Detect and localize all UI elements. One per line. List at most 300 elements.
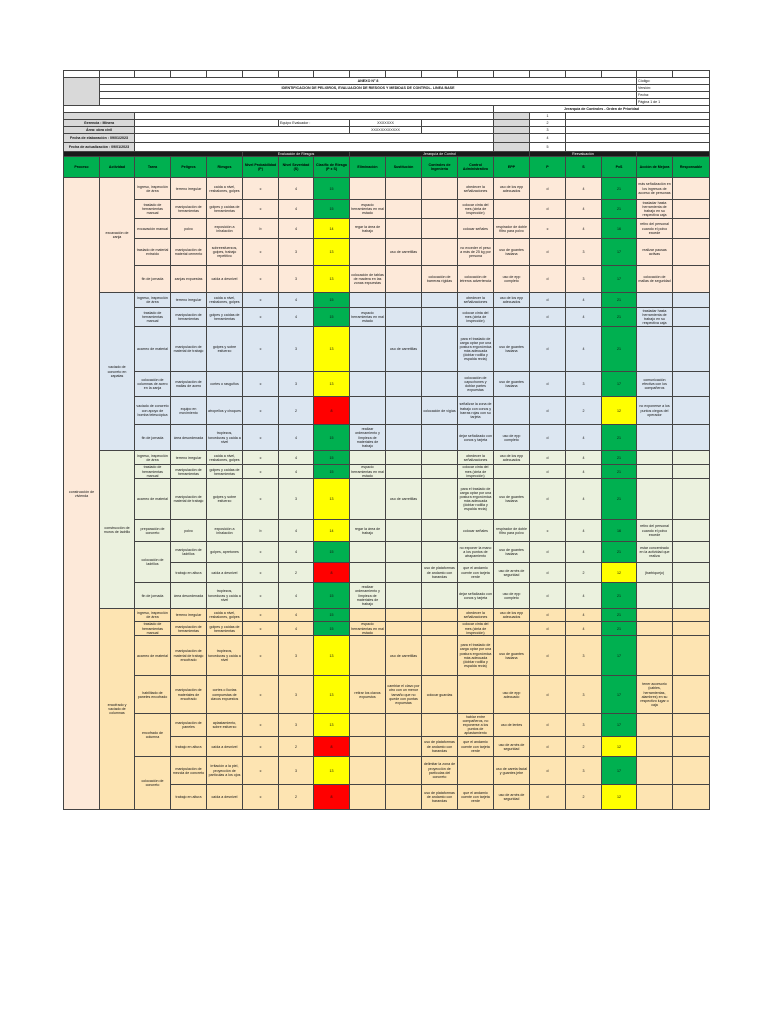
tarea-cell: traslado de herramientas manual: [135, 200, 171, 219]
severidad-cell: 4: [279, 465, 314, 479]
eliminacion-cell: [350, 609, 386, 622]
s2-cell: 4: [566, 583, 602, 609]
administrativo-cell: para el traslado de carga optar por una postura ergonómica más adecuada (doblar rodilla y espalda recta): [458, 636, 494, 676]
clasificacion-cell: 13: [314, 372, 350, 397]
actividad-cell: construcción de muros de ladrillo: [100, 451, 135, 609]
epp-cell: [494, 308, 530, 327]
probabilidad-cell: c: [243, 200, 279, 219]
pxs-cell: 17: [602, 266, 637, 293]
epp-cell: [494, 397, 530, 425]
sustitucion-cell: [386, 622, 422, 636]
s2-cell: 4: [566, 542, 602, 563]
responsable-cell: [673, 757, 710, 785]
probabilidad-cell: c: [243, 178, 279, 200]
table-row: [64, 451, 710, 465]
tarea-cell: ingreso, inspección de área: [135, 293, 171, 308]
codigo-label: Código:: [637, 78, 710, 85]
riesgo-cell: golpes y caídas de herramientas: [207, 200, 243, 219]
annex-label: ANEXO N° 8: [100, 78, 637, 85]
severidad-cell: 3: [279, 372, 314, 397]
p2-cell: d: [530, 583, 566, 609]
jerarquia-num: 1: [530, 113, 566, 120]
s2-cell: 4: [566, 622, 602, 636]
sustitucion-cell: [386, 200, 422, 219]
probabilidad-cell: b: [243, 520, 279, 542]
column-header: S: [566, 157, 602, 178]
probabilidad-cell: c: [243, 714, 279, 737]
pxs-cell: 17: [602, 676, 637, 714]
pxs-cell: 21: [602, 465, 637, 479]
peligro-cell: manipulación de material de trabajo: [171, 327, 207, 372]
mejora-cell: [637, 622, 673, 636]
administrativo-cell: señalizar la zona de trabajo con conos y barras rojas con su tarjeta: [458, 397, 494, 425]
s2-cell: 4: [566, 293, 602, 308]
s2-cell: 3: [566, 757, 602, 785]
table-row: [64, 465, 710, 479]
riesgo-cell: tropiezos, torceduras y caída a nivel: [207, 636, 243, 676]
peligro-cell: terreno irregular: [171, 451, 207, 465]
epp-cell: uso de los epp adecuados: [494, 609, 530, 622]
eliminacion-cell: espacio herramientas en mal estado: [351, 465, 384, 478]
column-header: Controles de Ingeniería: [422, 157, 458, 178]
epp-cell: [494, 622, 530, 636]
peligro-cell: área desordenada: [171, 583, 207, 609]
p2-cell: d: [530, 200, 566, 219]
table-row: [64, 327, 710, 372]
probabilidad-cell: c: [243, 757, 279, 785]
severidad-cell: 3: [279, 676, 314, 714]
responsable-cell: [673, 583, 710, 609]
probabilidad-cell: c: [243, 622, 279, 636]
responsable-cell: [673, 239, 710, 266]
riesgo-cell: caída a nivel, resbalones, golpes: [207, 451, 243, 465]
severidad-cell: 3: [279, 714, 314, 737]
riesgo-cell: exposición a inhalación: [207, 219, 243, 239]
responsable-cell: [673, 425, 710, 451]
severidad-cell: 3: [279, 636, 314, 676]
administrativo-cell: para el traslado de carga optar por una postura ergonómica más adecuada (doblar rodilla y espalda recta): [458, 479, 494, 520]
tarea-cell: fin de jornada: [135, 425, 171, 451]
riesgo-cell: caída a desnivel: [207, 563, 243, 583]
mejora-cell: [637, 757, 673, 785]
sustitucion-cell: [386, 465, 422, 479]
pxs-cell: 21: [602, 327, 637, 372]
pxs-cell: 16: [602, 520, 637, 542]
fecha-actualizacion: Fecha de actualización : 09/01/2023: [64, 143, 135, 152]
ingenieria-cell: [422, 200, 458, 219]
probabilidad-cell: c: [243, 308, 279, 327]
mejora-cell: estar concentrado en la actividad que realiza: [637, 542, 673, 563]
p2-cell: d: [530, 785, 566, 810]
epp-cell: respirador de doble filtro para polvo: [494, 520, 530, 542]
severidad-cell: 2: [279, 397, 314, 425]
peligro-cell: polvo: [171, 219, 207, 239]
table-row: [64, 583, 710, 609]
eliminacion-cell: [350, 479, 386, 520]
eliminacion-cell: [350, 451, 386, 465]
mejora-cell: retiro del personal cuando el polvo excede: [637, 520, 673, 542]
pxs-cell: 16: [602, 219, 637, 239]
administrativo-cell: colocar cinta del mes (cinta de inspección): [458, 465, 494, 479]
administrativo-cell: no exponer la mano a los puntos de atrapamiento: [458, 542, 494, 563]
eliminacion-cell: [350, 239, 386, 266]
s2-cell: 3: [566, 714, 602, 737]
severidad-cell: 4: [279, 520, 314, 542]
probabilidad-cell: c: [243, 266, 279, 293]
pxs-cell: 17: [602, 757, 637, 785]
peligro-cell: equipo en movimiento: [171, 397, 207, 425]
jerarquia-num: 4: [530, 134, 566, 143]
sustitucion-cell: [386, 583, 422, 609]
mejora-cell: realizar pausas activas: [637, 239, 673, 266]
probabilidad-cell: c: [243, 563, 279, 583]
administrativo-cell: colocar señales: [458, 520, 494, 542]
eliminacion-cell: [350, 563, 386, 583]
ingenieria-cell: uso de plataformas de andamio con barandas: [422, 737, 458, 757]
s2-cell: 3: [566, 239, 602, 266]
pxs-cell: 21: [602, 542, 637, 563]
severidad-cell: 2: [279, 563, 314, 583]
mejora-cell: [637, 451, 673, 465]
epp-cell: uso de guantes badana: [494, 327, 530, 372]
ingenieria-cell: [422, 327, 458, 372]
probabilidad-cell: c: [243, 465, 279, 479]
tarea-cell: traslado de material extraído: [135, 239, 171, 266]
column-header: Responsable: [673, 157, 710, 178]
eliminacion-cell: [350, 327, 386, 372]
riesgo-cell: golpes y sobre esfuerzo: [207, 479, 243, 520]
epp-cell: uso de lentes: [494, 714, 530, 737]
table-row: [64, 609, 710, 622]
pxs-cell: 21: [602, 451, 637, 465]
s2-cell: 3: [566, 676, 602, 714]
clasificacion-cell: 14: [314, 219, 350, 239]
epp-cell: uso de careta facial y guantes jebe: [494, 757, 530, 785]
p2-cell: d: [530, 714, 566, 737]
administrativo-cell: obedecer la señalizaciones: [458, 609, 494, 622]
equipo-value: XXXXXXX: [350, 120, 422, 127]
s2-cell: 4: [566, 465, 602, 479]
severidad-cell: 4: [279, 308, 314, 327]
ingenieria-cell: delimitar la zona de proyección de partículas del concreto: [422, 757, 458, 785]
s2-cell: 4: [566, 200, 602, 219]
s2-cell: 2: [566, 397, 602, 425]
responsable-cell: [673, 327, 710, 372]
p2-cell: d: [530, 266, 566, 293]
ingenieria-cell: uso de plataformas de andamio con barandas: [422, 563, 458, 583]
peligro-cell: zanjas expuestas: [171, 266, 207, 293]
column-header: Peligros: [171, 157, 207, 178]
group-reevaluacion: Reevaluación: [530, 152, 637, 157]
tarea-cell: traslado de herramientas manual: [135, 308, 171, 327]
mejora-cell: [637, 425, 673, 451]
jerarquia-title: Jerarquía de Controles - Orden de Prioridad: [494, 106, 710, 113]
responsable-cell: [673, 397, 710, 425]
table-row: [64, 676, 710, 714]
p2-cell: d: [530, 609, 566, 622]
responsable-cell: [673, 465, 710, 479]
table-row: [64, 178, 710, 200]
clasificacion-cell: 15: [314, 293, 350, 308]
column-header: Riesgos: [207, 157, 243, 178]
actividad-cell: vaciado de concreto en zapatas: [100, 293, 135, 451]
eliminacion-cell: [350, 737, 386, 757]
p2-cell: d: [530, 397, 566, 425]
mejora-cell: tener accesorio (cables, herramientas, alambres) en su respectivo lugar o caja: [637, 676, 673, 714]
s2-cell: 4: [566, 451, 602, 465]
pxs-cell: 21: [602, 293, 637, 308]
pxs-cell: 17: [602, 239, 637, 266]
riesgo-cell: caída a nivel, resbalones, golpes: [207, 293, 243, 308]
severidad-cell: 4: [279, 583, 314, 609]
tarea-cell: acarreo de material: [135, 636, 171, 676]
eliminacion-cell: [350, 178, 386, 200]
administrativo-cell: dejar señalizado con conos y tarjeta: [458, 425, 494, 451]
eliminacion-cell: regar la área de trabajo: [350, 520, 386, 542]
responsable-cell: [673, 266, 710, 293]
responsable-cell: [673, 372, 710, 397]
clasificacion-cell: 15: [314, 178, 350, 200]
pxs-cell: 12: [602, 563, 637, 583]
administrativo-cell: que el andamio cuente con tarjeta verde: [458, 737, 494, 757]
clasificacion-cell: 14: [314, 520, 350, 542]
peligro-cell: terreno irregular: [171, 178, 207, 200]
column-header: Acción de Mejora: [637, 157, 673, 178]
table-row: [64, 219, 710, 239]
clasificacion-cell: 13: [314, 479, 350, 520]
pxs-cell: 21: [602, 308, 637, 327]
tarea-cell: excavación manual: [135, 219, 171, 239]
p2-cell: d: [530, 239, 566, 266]
clasificacion-cell: 15: [314, 308, 350, 327]
ingenieria-cell: [422, 219, 458, 239]
severidad-cell: 4: [279, 622, 314, 636]
administrativo-cell: colocación de letreros advertencia: [458, 266, 494, 293]
pxs-cell: 21: [602, 609, 637, 622]
responsable-cell: [673, 714, 710, 737]
s2-cell: 4: [566, 609, 602, 622]
eliminacion-cell: realizar ordenamiento y limpieza de materiales de trabajo: [350, 583, 386, 609]
clasificacion-cell: 8: [314, 785, 350, 810]
peligro-cell: trabajo en altura: [171, 737, 207, 757]
tarea-cell: acarreo de material: [135, 479, 171, 520]
table-row: [64, 714, 710, 737]
pxs-cell: 21: [602, 479, 637, 520]
epp-cell: uso de guantes badana: [494, 636, 530, 676]
riesgo-cell: caída a desnivel: [207, 785, 243, 810]
area-value: XXXXXXXXXXXX: [350, 127, 422, 134]
epp-cell: uso de epp completo: [494, 425, 530, 451]
probabilidad-cell: c: [243, 737, 279, 757]
s2-cell: 4: [566, 327, 602, 372]
ingenieria-cell: [422, 609, 458, 622]
mejora-cell: no exponerse a los puntos ciegos del operador: [637, 397, 673, 425]
tarea-cell: colocación de concreto: [135, 757, 171, 810]
tarea-cell: vaciado de concreto con apoyo de bomba telescópica: [135, 397, 171, 425]
peligro-cell: manipulación de materiales de encofrado: [171, 676, 207, 714]
tarea-cell: fin de jornada: [135, 583, 171, 609]
epp-cell: uso de epp completo: [494, 583, 530, 609]
probabilidad-cell: c: [243, 636, 279, 676]
mejora-cell: retiro del personal cuando el polvo excede: [637, 219, 673, 239]
eliminacion-cell: [350, 636, 386, 676]
epp-cell: uso de guantes badana: [494, 372, 530, 397]
s2-cell: 2: [566, 785, 602, 810]
administrativo-cell: para el traslado de carga optar por una postura ergonómica más adecuada (doblar rodilla y espalda recta): [458, 327, 494, 372]
probabilidad-cell: c: [243, 676, 279, 714]
mejora-cell: [637, 636, 673, 676]
tarea-cell: ingreso, inspección de área: [135, 451, 171, 465]
riesgo-cell: golpes y caídas de herramientas: [207, 308, 243, 327]
administrativo-cell: colocación de capuchones y doblar partes expuestas: [458, 372, 494, 397]
clasificacion-cell: 15: [314, 451, 350, 465]
p2-cell: d: [530, 293, 566, 308]
epp-cell: uso de arnés de seguridad: [494, 737, 530, 757]
p2-cell: d: [530, 563, 566, 583]
epp-cell: uso de guantes badana: [494, 542, 530, 563]
p2-cell: d: [530, 757, 566, 785]
clasificacion-cell: 15: [314, 200, 350, 219]
peligro-cell: manipulación de material de trabajo: [171, 479, 207, 520]
mejora-cell: [637, 293, 673, 308]
tarea-cell: ingreso, inspección de área: [135, 609, 171, 622]
ingenieria-cell: [422, 178, 458, 200]
mejora-cell: [637, 479, 673, 520]
ingenieria-cell: [422, 451, 458, 465]
table-row: [64, 293, 710, 308]
riesgo-cell: aplastamiento, sobre esfuerzo: [207, 714, 243, 737]
severidad-cell: 4: [279, 451, 314, 465]
tarea-cell: fin de jornada: [135, 266, 171, 293]
tarea-cell: habilitado de paneles encofrado: [135, 676, 171, 714]
ingenieria-cell: [422, 372, 458, 397]
clasificacion-cell: 13: [314, 757, 350, 785]
sustitucion-cell: [386, 563, 422, 583]
peligro-cell: trabajo en altura: [171, 563, 207, 583]
fecha-elaboracion: Fecha de elaboración : 09/01/2023: [64, 134, 135, 143]
p2-cell: d: [530, 451, 566, 465]
column-header: Control Administrativo: [458, 157, 494, 178]
severidad-cell: 4: [279, 219, 314, 239]
pxs-cell: 21: [602, 178, 637, 200]
pagina-label: Página 1 de 1: [637, 99, 710, 106]
ingenieria-cell: colocación de barreras rígidas: [422, 266, 458, 293]
s2-cell: 3: [566, 636, 602, 676]
peligro-cell: polvo: [171, 520, 207, 542]
ingenieria-cell: [422, 583, 458, 609]
peligro-cell: manipulación de mezcla de concreto: [171, 757, 207, 785]
administrativo-cell: colocar cinta del mes (cinta de inspección): [458, 308, 494, 327]
epp-cell: uso de epp completo: [494, 266, 530, 293]
epp-cell: uso de guantes badana: [494, 239, 530, 266]
riesgo-cell: irritación a la piel, proyección de partículas a los ojos: [207, 757, 243, 785]
responsable-cell: [673, 479, 710, 520]
clasificacion-cell: 15: [314, 583, 350, 609]
table-row: [64, 397, 710, 425]
riesgo-cell: golpes y sobre esfuerzo: [207, 327, 243, 372]
severidad-cell: 3: [279, 479, 314, 520]
responsable-cell: [673, 200, 710, 219]
sustitucion-cell: [386, 293, 422, 308]
p2-cell: d: [530, 372, 566, 397]
tarea-cell: traslado de herramientas manual: [135, 465, 171, 479]
ingenieria-cell: [422, 520, 458, 542]
table-row: [64, 308, 710, 327]
sustitucion-cell: [386, 178, 422, 200]
riesgo-cell: golpes, apretones: [207, 542, 243, 563]
clasificacion-cell: 13: [314, 636, 350, 676]
riesgo-cell: caída a desnivel: [207, 266, 243, 293]
riesgo-cell: cortes o lluvias compuestas de clavos expuestos: [207, 676, 243, 714]
riesgo-cell: caída a nivel, resbalones, golpes: [207, 609, 243, 622]
mejora-cell: [637, 465, 673, 479]
group-jerarquia: Jerarquía de Control: [350, 152, 530, 157]
clasificacion-cell: 15: [314, 425, 350, 451]
peligro-cell: manipulación de material de trabajo encofrado: [171, 636, 207, 676]
responsable-cell: [673, 451, 710, 465]
severidad-cell: 3: [279, 266, 314, 293]
epp-cell: uso de los epp adecuados: [494, 451, 530, 465]
group-evaluacion: Evaluación de Riesgos: [243, 152, 350, 157]
pxs-cell: 12: [602, 737, 637, 757]
clasificacion-cell: 15: [314, 542, 350, 563]
probabilidad-cell: c: [243, 372, 279, 397]
epp-cell: [494, 200, 530, 219]
column-header: Nivel Probabilidad (P): [243, 157, 279, 178]
responsable-cell: [673, 676, 710, 714]
epp-cell: respirador de doble filtro para polvo: [494, 219, 530, 239]
riesgo-cell: golpes y caídas de herramientas: [207, 465, 243, 479]
ingenieria-cell: [422, 622, 458, 636]
severidad-cell: 4: [279, 293, 314, 308]
mejora-cell: colocación de mallas de seguridad: [637, 266, 673, 293]
sustitucion-cell: uso de carretillas: [386, 327, 422, 372]
mejora-cell: más señalización en los ingresos de acceso de personas: [637, 178, 673, 200]
ingenieria-cell: [422, 293, 458, 308]
peligro-cell: manipulación de herramientas: [171, 200, 207, 219]
ingenieria-cell: [422, 714, 458, 737]
iperc-sheet: [63, 70, 710, 810]
proceso-cell: construcción de vivienda: [64, 178, 100, 810]
p2-cell: d: [530, 737, 566, 757]
peligro-cell: manipulación de paneles: [171, 714, 207, 737]
probabilidad-cell: c: [243, 239, 279, 266]
fecha-label: Fecha:: [637, 92, 710, 99]
document-title: IDENTIFICACION DE PELIGROS, EVALUACION DE RIESGOS Y MEDIDAS DE CONTROL- LINEA BASE: [100, 85, 637, 92]
column-header: Sustitución: [386, 157, 422, 178]
sustitucion-cell: uso de carretillas: [386, 636, 422, 676]
sustitucion-cell: [386, 308, 422, 327]
table-row: [64, 239, 710, 266]
peligro-cell: manipulación de ladrillos: [171, 542, 207, 563]
tarea-cell: colocación de ladrillos: [135, 542, 171, 583]
p2-cell: d: [530, 622, 566, 636]
sustitucion-cell: [386, 266, 422, 293]
sustitucion-cell: cambiar el clavo por otro con un menor tamaño que no quede con puntas expuestas: [386, 676, 422, 714]
eliminacion-cell: espacio herramientas en mal estado: [350, 308, 386, 327]
epp-cell: uso de arnés de seguridad: [494, 785, 530, 810]
peligro-cell: manipulación de mallas de acero: [171, 372, 207, 397]
responsable-cell: [673, 737, 710, 757]
responsable-cell: [673, 622, 710, 636]
p2-cell: d: [530, 308, 566, 327]
ingenieria-cell: uso de plataformas de andamio con barandas: [422, 785, 458, 810]
clasificacion-cell: 8: [314, 563, 350, 583]
column-header: Tarea: [135, 157, 171, 178]
epp-cell: uso de los epp adecuados: [494, 178, 530, 200]
sustitucion-cell: [386, 757, 422, 785]
logo-cell: [64, 78, 100, 106]
